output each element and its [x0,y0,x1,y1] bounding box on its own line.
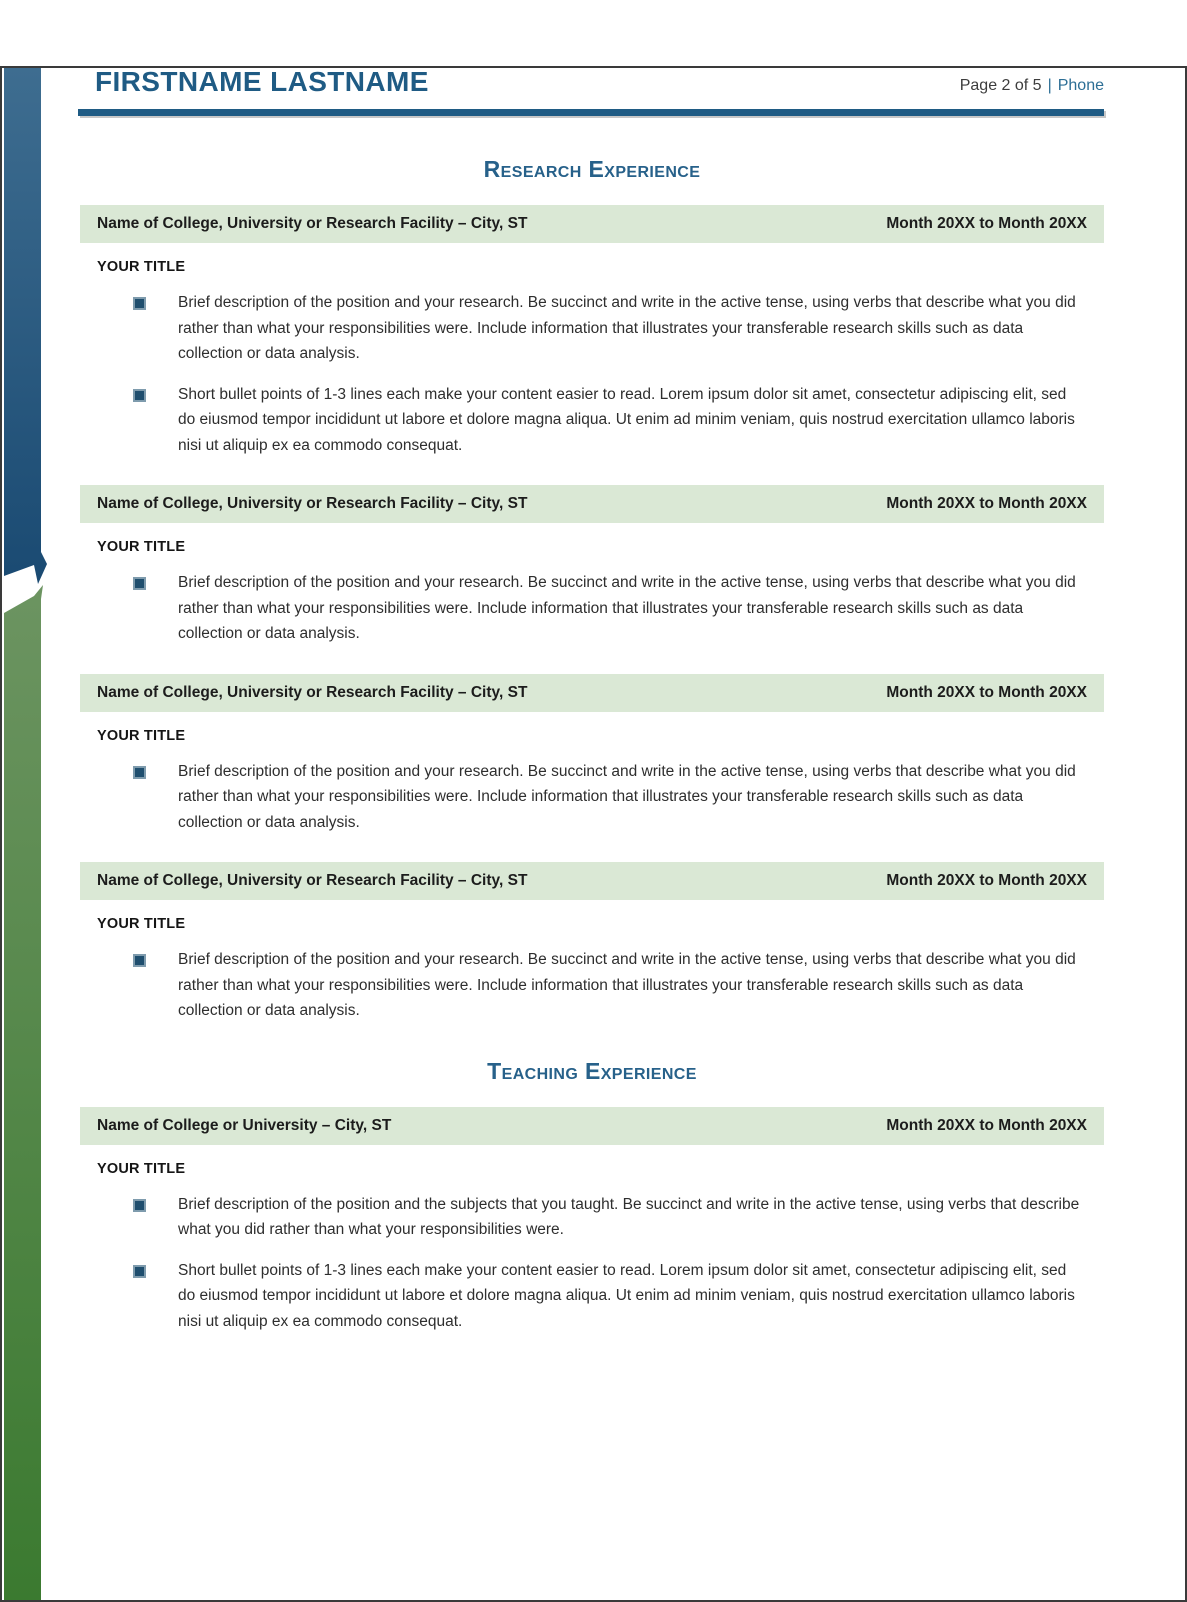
research-entry-1 [80,205,1104,458]
page-number: Page 2 of 5 [959,77,1042,94]
entry-job-title: YOUR TITLE [97,259,186,275]
bullet-text: Short bullet points of 1-3 lines each make your content easier to read. Lorem ipsum dolor sit amet, consectetur adipiscing elit, sed do eiusmod tempor incididunt ut labore et dolore magna aliqua. Ut enim ad minim veniam, quis nostrud exercitation ullamco laboris nisi ut aliquip ex ea commodo consequat. [178,1261,1075,1330]
page-body [80,156,1104,1334]
bullet-text: Brief description of the position and your research. Be succinct and write in the active tense, using verbs that describe what you did rather than what your responsibilities were. Include information that illustrates your transferable research skills such as data collection or data analysis. [178,762,1076,831]
page-title: FIRSTNAME LASTNAME [95,66,429,97]
square-bullet-icon [133,577,146,590]
bullet-item [133,759,1084,836]
square-bullet-icon [133,1199,146,1212]
bullet-item [133,947,1084,1024]
square-bullet-icon [133,766,146,779]
entry-header-bar [80,1107,1104,1145]
contact-label: Phone [1057,77,1104,94]
bullet-text: Brief description of the position and your research. Be succinct and write in the active tense, using verbs that describe what you did rather than what your responsibilities were. Include information that illustrates your transferable research skills such as data collection or data analysis. [178,574,1076,642]
entry-job-title: YOUR TITLE [97,539,186,555]
entry-organization: Name of College, University or Research Facility – City, ST [97,683,528,701]
entry-dates: Month 20XX to Month 20XX [886,872,1087,889]
entry-job-title: YOUR TITLE [97,727,186,744]
bullet-text: Brief description of the position and the subjects that you taught. Be succinct and write in the active tense, using verbs that describe what you did rather than what your responsibilities were. [178,1195,1080,1238]
entry-organization: Name of College or University – City, ST [97,1116,392,1134]
entry-organization: Name of College, University or Research Facility – City, ST [97,872,528,889]
entry-organization: Name of College, University or Research Facility – City, ST [97,215,528,232]
section-title-teaching: Teaching Experience [487,1057,697,1084]
entry-organization: Name of College, University or Research Facility – City, ST [97,495,528,512]
bullet-text: Brief description of the position and your research. Be succinct and write in the active tense, using verbs that describe what you did rather than what your responsibilities were. Include information that illustrates your transferable research skills such as data collection or data analysis. [178,294,1076,362]
header-rule [78,109,1104,116]
page-header [95,66,1104,98]
research-entry-4 [80,862,1104,1024]
page-info [960,77,1104,98]
bullet-item [133,382,1084,459]
square-bullet-icon [133,297,146,310]
bullet-item [133,1258,1084,1335]
square-bullet-icon [133,1265,146,1278]
square-bullet-icon [133,954,146,967]
entry-job-title: YOUR TITLE [97,916,186,932]
bullet-text: Short bullet points of 1-3 lines each make your content easier to read. Lorem ipsum dolor sit amet, consectetur adipiscing elit, sed do eiusmod tempor incididunt ut labore et dolore magna aliqua. Ut enim ad minim veniam, quis nostrud exercitation ullamco laboris nisi ut aliquip ex ea commodo consequat. [178,385,1075,454]
resume-page [0,66,1187,1334]
research-entry-2 [80,485,1104,647]
entry-dates: Month 20XX to Month 20XX [886,683,1087,701]
entry-dates: Month 20XX to Month 20XX [886,495,1087,512]
bullet-item [133,290,1084,367]
bullet-item [133,570,1084,647]
entry-header-bar [80,485,1104,523]
bullet-text: Brief description of the position and your research. Be succinct and write in the active tense, using verbs that describe what you did rather than what your responsibilities were. Include information that illustrates your transferable research skills such as data collection or data analysis. [178,951,1076,1019]
teaching-entry-1 [80,1107,1104,1335]
square-bullet-icon [133,389,146,402]
separator: | [1047,77,1052,94]
bullet-item [133,1192,1084,1243]
entry-header-bar [80,205,1104,243]
research-entry-3 [80,674,1104,836]
entry-dates: Month 20XX to Month 20XX [886,215,1087,232]
section-title-research: Research Experience [483,156,701,182]
entry-header-bar [80,862,1104,900]
entry-job-title: YOUR TITLE [97,1160,186,1177]
entry-dates: Month 20XX to Month 20XX [886,1116,1087,1134]
entry-header-bar [80,674,1104,712]
